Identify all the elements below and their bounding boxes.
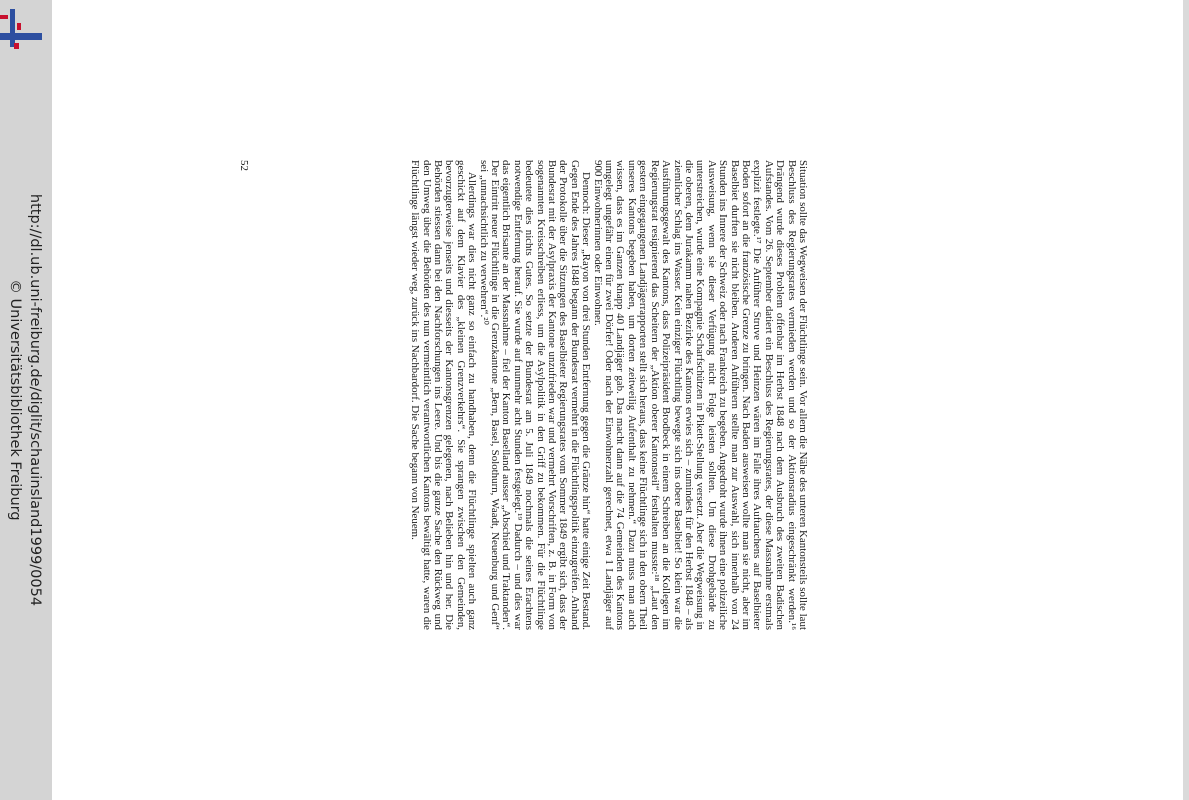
paragraph-2: Dennoch: Dieser „Rayon von drei Stunden Entfernung gegen die Gränze hin“ hatte einige Zeit Bestand. Gegen Ende des Jahres 1848 begann der Bundesrat vermehrt in die Flüchtlingspolitik einzugreifen. Anhand der Protokolle über die Sitzungen des Baselbieter Regierungsrates vom Sommer 1849 ergibt sich, dass der Bundesrat mit der Asylpraxis der Kantone unzufrieden war und vermehrt Vorschriften, z. B. in Form von sogenannten Kreisschreiben erliess, um die Asylpolitik in den Griff zu bekommen. Für die Flüchtlinge bedeutete dies nichts Gutes. So setzte der Bundesrat am 5. Juli 1849 nochmals die seines Erachtens notwendige Entfernung herauf. Sie wurde auf nunmehr acht Stunden festgelegt.¹⁹ Dadurch – und dies war das eigentlich Brisante an der Massnahme – fiel der Kanton Baselland ausser „Abschied und Traktanden“. Der Eintritt neuer Flüchtlinge in die Grenzkantone „Bern, Basel, Solothurn, Waadt, Neuenburg und Genf“ sei „unnachsichtlich zu verwehren“.²⁰ <box>477 160 593 630</box>
sidebar-source-text <box>1 20 45 780</box>
scanned-page-text <box>409 160 809 630</box>
scrollbar-track[interactable] <box>1183 0 1189 800</box>
copyright-text: © Universitätsbibliothek Freiburg <box>7 279 23 521</box>
paragraph-3: Allerdings war dies nicht ganz so einfach zu handhaben, denn die Flüchtlinge spielten auch ganz geschickt auf dem Klavier des „kleinen Grenzverkehrs“. Sie sprangen zwischen den Gemeinden, bevorzugterweise jenseits und diesseits der Kantonsgrenzen gelegenen, nach Belieben hin und her. Die Behörden stiessen dann bei den Nachforschungen ins Leere. Und bis die ganze Sache den Rückweg und den Umweg über die Behörden des nun vermeintlich verantwortlichen Kantons bewältigt hatte, waren die Flüchtlinge längst wieder weg, zurück ins Nachbardorf. Die Sache begann von Neuem. <box>409 160 479 630</box>
source-url[interactable]: http://dl.ub.uni-freiburg.de/diglit/schauinsland1999/0054 <box>27 193 43 607</box>
sidebar <box>0 0 52 800</box>
page-number: 52 <box>238 160 250 171</box>
paragraph-1: Situation sollte das Wegweisen der Flüchtlinge sein. Vor allem die Nähe des unteren Kantonsteils sollte laut Beschluss des Regierungsrates vermieden werden und so der Aktionsradius eingeschränkt werden.¹⁶ Drängend wurde dieses Problem offenbar im Herbst 1848 nach dem Ausbruch des zweiten Badischen Aufstandes. Vom 26. September datiert ein Beschluss des Regierungsrates, der diese Massnahme erstmals explizit festlegte.¹⁷ Die Anführer Struve und Heinzen wären im Falle ihres Auftauchens auf Baselbieter Boden sofort an die französische Grenze zu bringen. Nach Baden ausweisen wollte man sie nicht, aber im Baselbiet durften sie nicht bleiben. Anderen Anführern stellte man zur Auswahl, sich innerhalb von 24 Stunden ins Innere der Schweiz oder nach Frankreich zu begeben. Angedroht wurde ihnen eine polizeiliche Ausweisung, wenn sie dieser Verfügung nicht Folge leisten sollten. Um diese Drohgebärde zu unterstreichen, wurde eine Kompagnie Scharfschützen in Pikett-Stellung versetzt. Aber die Wegweisung in die oberen, dem Jurakamm nahen Bezirke des Kantons erwies sich – zumindest für den Herbst 1848 – als ziemlicher Schlag ins Wasser. Kein einziger Flüchtling bewegte sich ins obere Baselbiet! So klein war die Ausführungsgewalt des Kantons, dass Polizeipräsident Brodbeck in einem Schreiben an die Kollegen im Regierungsrat resignierend das Scheitern der „Aktion oberer Kantonsteil“ festhalten musste:¹⁸ „Laut den gestern eingegangenen Landjägerrapporten stellt sich heraus, dass keine Flüchtlinge sich in den obern Theil unseres Kantons begeben haben, um dorten zeitweilig Aufenthalt zu nehmen.“ Dazu muss man auch wissen, dass es im Ganzen knapp 40 Landjäger gab. Das macht dann auf die 74 Gemeinden des Kantons umgelegt ungefähr einen für zwei Dörfer! Oder nach der Einwohnerzahl gerechnet, etwa 1 Landjäger auf 900 Einwohnerinnen oder Einwohner. <box>591 160 809 630</box>
